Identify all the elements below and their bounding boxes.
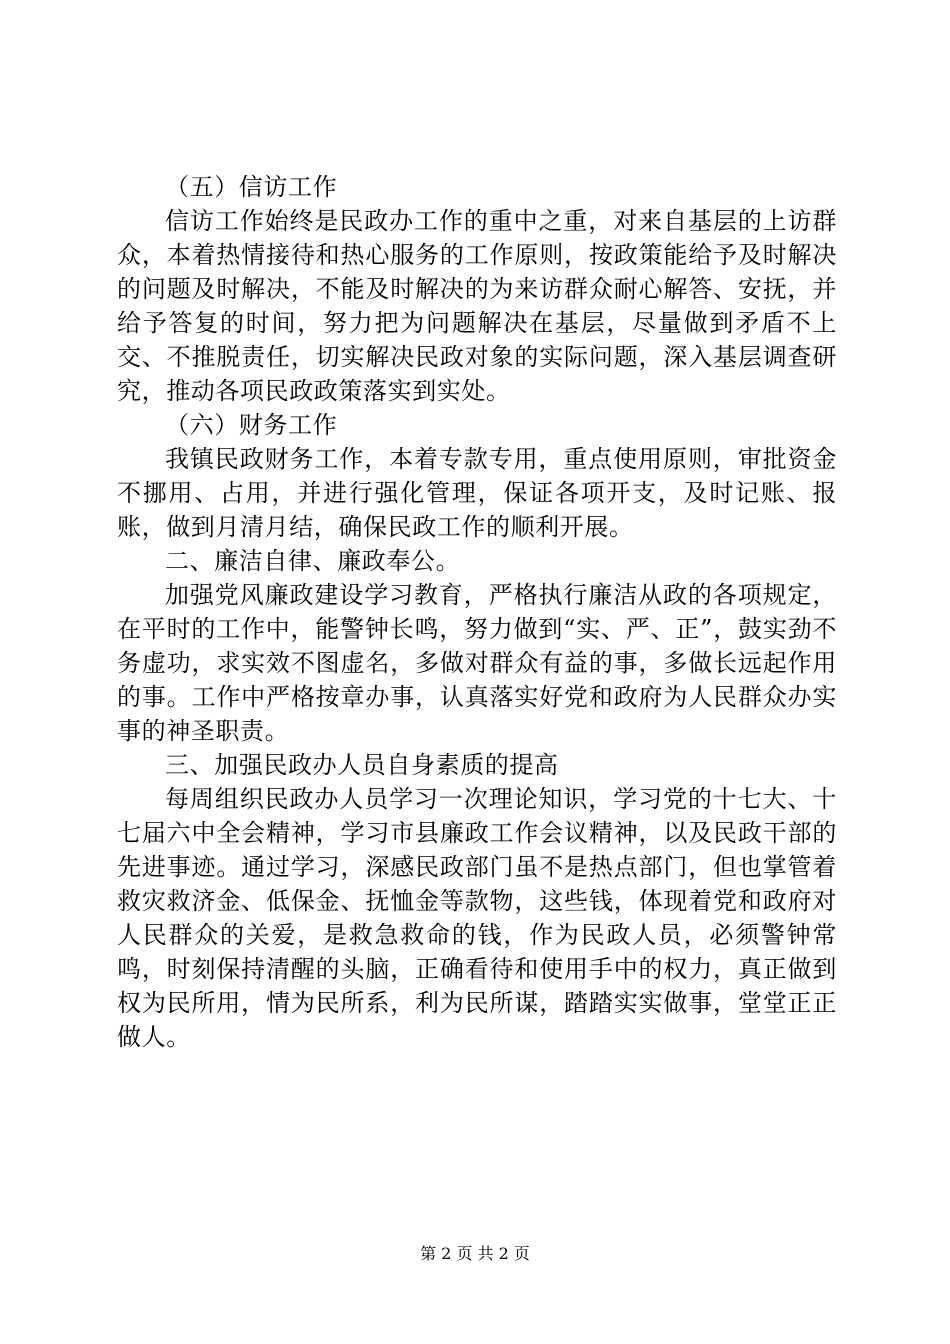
section-heading-finance: （六）财务工作 — [165, 411, 338, 439]
paragraph-finance: 我镇民政财务工作，本着专款专用，重点使用原则，审批资金不挪用、占用，并进行强化管理，保证各项开支，及时记账、报账，做到月清月结，确保民政工作的顺利开展。 — [117, 445, 837, 541]
section-heading-integrity: 二、廉洁自律、廉政奉公。 — [165, 547, 461, 575]
section-heading-petitions: （五）信访工作 — [165, 173, 338, 201]
document-body — [117, 170, 837, 1054]
paragraph-quality: 每周组织民政办人员学习一次理论知识，学习党的十七大、十七届六中全会精神，学习市县廉政工作会议精神，以及民政干部的先进事迹。通过学习，深感民政部门虽不是热点部门，但也掌管着救灾救济金、低保金、抚恤金等款物，这些钱，体现着党和政府对人民群众的关爱，是救急救命的钱，作为民政人员，必须警钟常鸣，时刻保持清醒的头脑，正确看待和使用手中的权力，真正做到权为民所用，情为民所系，利为民所谋，踏踏实实做事，堂堂正正做人。 — [117, 785, 837, 1051]
section-heading-quality: 三、加强民政办人员自身素质的提高 — [165, 751, 559, 779]
paragraph-petitions: 信访工作始终是民政办工作的重中之重，对来自基层的上访群众，本着热情接待和热心服务的工作原则，按政策能给予及时解决的问题及时解决，不能及时解决的为来访群众耐心解答、安抚，并给予答复的时间，努力把为问题解决在基层，尽量做到矛盾不上交、不推脱责任，切实解决民政对象的实际问题，深入基层调查研究，推动各项民政政策落实到实处。 — [117, 207, 837, 405]
paragraph-integrity: 加强党风廉政建设学习教育，严格执行廉洁从政的各项规定，在平时的工作中，能警钟长鸣，努力做到“实、严、正”，鼓实劲不务虚功，求实效不图虚名，多做对群众有益的事，多做长远起作用的事。工作中严格按章办事，认真落实好党和政府为人民群众办实事的神圣职责。 — [117, 581, 837, 745]
page-footer: 第 2 页 共 2 页 — [420, 1244, 530, 1263]
